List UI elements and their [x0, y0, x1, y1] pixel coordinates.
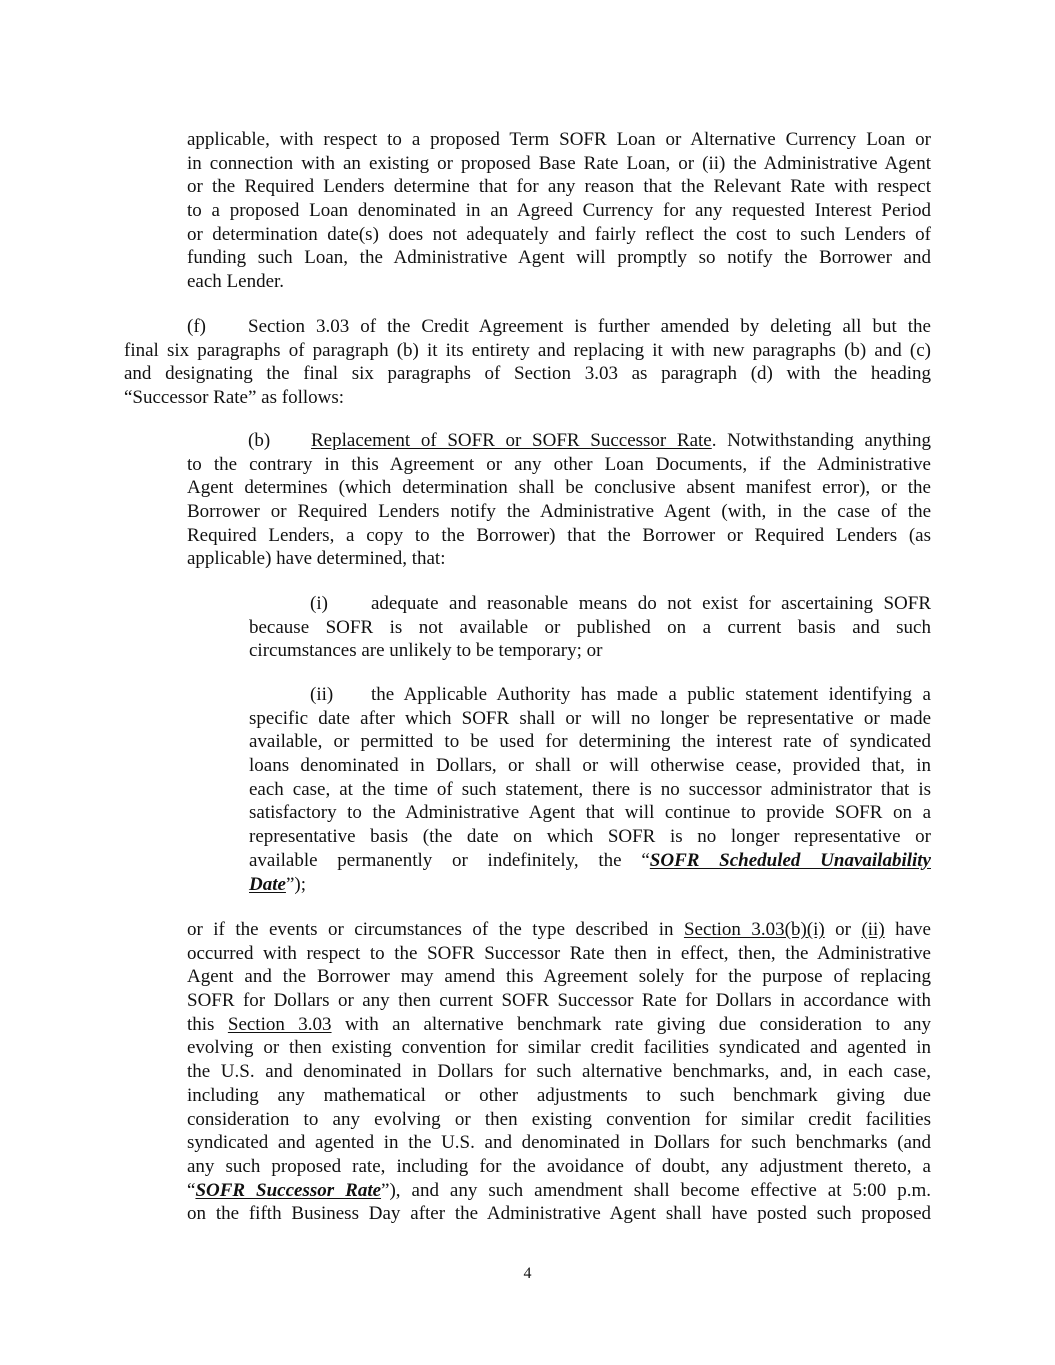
text-line: final six paragraphs of paragraph (b) it its entirety and replacing it with new paragraphs (b) and (c) — [124, 339, 931, 361]
defined-term: Date — [249, 873, 286, 895]
text-line: Agent determines (which determination shall be conclusive absent manifest error), or the — [187, 477, 931, 499]
defined-term: SOFR Successor Rate — [195, 1179, 382, 1201]
text-line: “Successor Rate” as follows: — [124, 387, 345, 409]
text-line: Required Lenders, a copy to the Borrower) that the Borrower or Required Lenders (as — [187, 524, 931, 546]
section-reference-link[interactable]: (ii) — [861, 919, 885, 940]
clause-label: (ii) — [310, 684, 334, 705]
defined-term: SOFR Scheduled Unavailability — [649, 849, 931, 871]
text-line: on the fifth Business Day after the Administrative Agent shall have posted such proposed — [187, 1203, 931, 1225]
text-fragment: ”); — [285, 873, 306, 895]
text-line: SOFR for Dollars or any then current SOFR Successor Rate for Dollars in accordance with — [187, 990, 931, 1012]
text-line: loans denominated in Dollars, or shall or will otherwise cease, provided that, in — [249, 755, 931, 777]
text-line: any such proposed rate, including for the avoidance of doubt, any adjustment thereto, a — [187, 1155, 931, 1177]
text-line: consideration to any evolving or then existing convention for similar credit facilities — [187, 1108, 931, 1130]
clause-ii-first-line: the Applicable Authority has made a public statement identifying a — [371, 684, 931, 705]
section-reference-link[interactable]: Section 3.03(b)(i) — [683, 919, 825, 940]
clause-i — [249, 592, 931, 663]
text-line — [187, 1013, 931, 1037]
text-line: satisfactory to the Administrative Agent that will continue to provide SOFR on a — [249, 802, 931, 824]
text-line: to the contrary in this Agreement or any other Loan Documents, if the Administrative — [187, 453, 931, 475]
text-line: specific date after which SOFR shall or will no longer be representative or made — [249, 707, 931, 729]
paragraph-tail — [187, 918, 931, 1226]
text-fragment: or if the events or circumstances of the type described in — [187, 919, 684, 940]
text-fragment: with an alternative benchmark rate giving due consideration to any — [331, 1013, 931, 1035]
text-line: Agent and the Borrower may amend this Agreement solely for the purpose of replacing — [187, 966, 931, 988]
paragraph-b — [187, 429, 931, 571]
text-line: the U.S. and denominated in Dollars for such alternative benchmarks, and, in each case, — [187, 1061, 931, 1083]
clause-ii — [249, 683, 931, 896]
text-line: or the Required Lenders determine that for any reason that the Relevant Rate with respect — [187, 176, 931, 198]
text-line: including any mathematical or other adjustments to such benchmark giving due — [187, 1084, 931, 1106]
text-line — [187, 918, 931, 942]
paragraph-f-first-line: Section 3.03 of the Credit Agreement is further amended by deleting all but the — [248, 316, 931, 337]
text-line — [249, 683, 931, 707]
paragraph-f — [124, 315, 931, 410]
text-fragment: “ — [187, 1179, 196, 1201]
text-fragment: this — [187, 1013, 228, 1035]
text-line: to a proposed Loan denominated in an Agreed Currency for any requested Interest Period — [187, 200, 931, 222]
text-line: applicable) have determined, that: — [187, 548, 446, 570]
text-line: Borrower or Required Lenders notify the Administrative Agent (with, in the case of the — [187, 501, 931, 523]
text-line: and designating the final six paragraphs of Section 3.03 as paragraph (d) with the heading — [124, 363, 931, 385]
text-line: representative basis (the date on which SOFR is no longer representative or — [249, 826, 931, 848]
paragraph-label: (f) — [187, 316, 206, 337]
text-line — [187, 429, 931, 453]
text-fragment: or — [824, 919, 862, 940]
clause-i-first-line: adequate and reasonable means do not exist for ascertaining SOFR — [371, 593, 931, 614]
clause-label: (i) — [310, 593, 328, 614]
paragraph-e-continuation — [187, 128, 931, 294]
paragraph-b-first-line-rest: . Notwithstanding anything — [711, 430, 932, 451]
section-reference-link[interactable]: Section 3.03 — [227, 1013, 332, 1035]
text-line: or determination date(s) does not adequately and fairly reflect the cost to such Lenders of — [187, 223, 931, 245]
text-line — [124, 315, 931, 339]
section-heading: Replacement of SOFR or SOFR Successor Rate — [311, 430, 712, 451]
text-line: because SOFR is not available or published on a current basis and such — [249, 616, 931, 638]
paragraph-label: (b) — [248, 430, 271, 451]
text-line: available, or permitted to be used for determining the interest rate of syndicated — [249, 731, 931, 753]
text-line: each Lender. — [187, 271, 285, 293]
text-fragment: ”), and any such amendment shall become effective at 5:00 p.m. — [381, 1179, 931, 1201]
text-line: circumstances are unlikely to be temporary; or — [249, 640, 603, 662]
text-line — [249, 849, 931, 873]
text-line — [249, 873, 931, 897]
text-line: funding such Loan, the Administrative Agent will promptly so notify the Borrower and — [187, 247, 931, 269]
text-line: each case, at the time of such statement, there is no successor administrator that is — [249, 778, 931, 800]
text-line: applicable, with respect to a proposed Term SOFR Loan or Alternative Currency Loan or — [187, 129, 931, 150]
text-fragment: have — [884, 919, 931, 940]
page-number: 4 — [523, 1265, 532, 1282]
text-fragment: available permanently or indefinitely, the “ — [249, 849, 650, 871]
text-line: occurred with respect to the SOFR Successor Rate then in effect, then, the Administrative — [187, 942, 931, 964]
text-line: syndicated and agented in the U.S. and denominated in Dollars for such benchmarks (and — [187, 1132, 931, 1154]
text-line — [249, 592, 931, 616]
text-line — [187, 1179, 931, 1203]
text-line: evolving or then existing convention for similar credit facilities syndicated and agented in — [187, 1037, 931, 1059]
text-line: in connection with an existing or proposed Base Rate Loan, or (ii) the Administrative Agent — [187, 152, 931, 174]
